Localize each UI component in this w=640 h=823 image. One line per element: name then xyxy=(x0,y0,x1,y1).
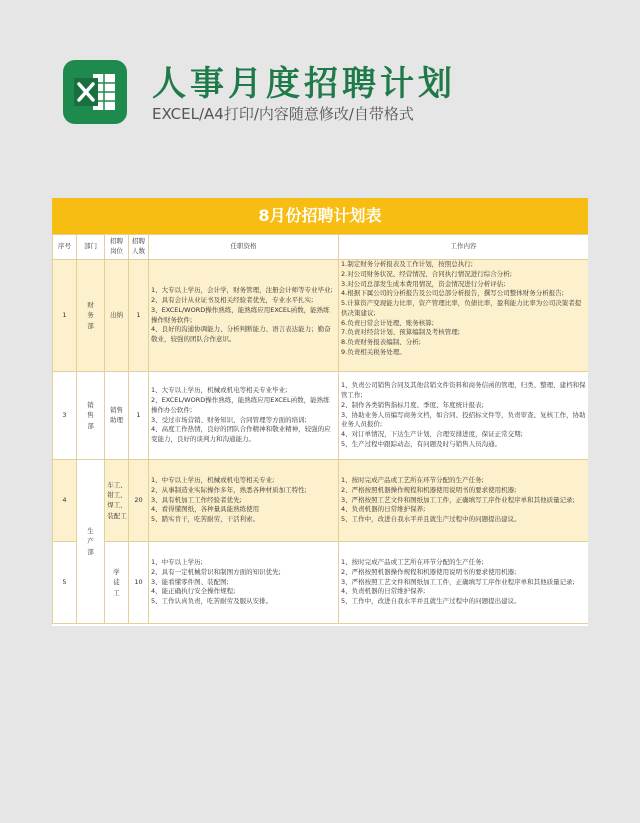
row-no: 4 xyxy=(53,460,77,542)
row-quals: 1、中专以上学历; 2、具有一定机械常识和制图方面的知识优先; 3、能看懂零件图、装配图; 4、能正确执行安全操作规程; 5、工作认真负责，吃苦耐劳及服从安排。 xyxy=(149,542,339,624)
recruitment-table xyxy=(52,234,588,624)
row-duties: 1、负责公司销售合同及其他营销文件资料和商务信函的管理，归类、整理、建档和保管工作; 2、制作各类销售指标月度、季度、年度统计报表; 3、协助业务人员编写商务文档，如合同、投招标文件等，负责审查、复核工作，协助业务人员报价; 4、对订单情况，下达生产计划，合理安排进度，保证正常交期; 5、生产过程中跟踪动态，有问题及时与销售人员沟通。 xyxy=(339,372,589,460)
row-count: 1 xyxy=(129,260,149,372)
row-count: 20 xyxy=(129,460,149,542)
col-header-post: 招聘岗位 xyxy=(105,235,129,260)
row-dept: 财务部 xyxy=(77,260,105,372)
table-row xyxy=(53,372,589,460)
recruitment-sheet xyxy=(52,198,588,626)
row-duties: 1、按时完成产品或工艺所在环节分配的生产任务; 2、严格按照机器操作规程和机器使用说明书的要求使用机器; 3、严格按照工艺文件和图纸加工工件，正确填写工序作业程序单和其他质量记录; 4、负责机器的日常维护保养; 5、工作中，改进自我水平并且就生产过程中的问题提出建议。 xyxy=(339,542,589,624)
page-title: 人事月度招聘计划 xyxy=(152,64,456,104)
row-count: 1 xyxy=(129,372,149,460)
row-quals: 1、大专以上学历，会计学，财务管理，注册会计师等专业毕业; 2、具有会计从业证书及相关经验者优先，专业水平扎实; 3、EXCEL/WORD操作熟练，能熟练应用EXCEL函数，能熟练操作财务软件; 4、良好的沟通协调能力、分析判断能力、语言表达能力；勤奋敬业，较强的团队合作意识。 xyxy=(149,260,339,372)
row-count: 10 xyxy=(129,542,149,624)
row-quals: 1、中专以上学历，机械或机电等相关专业; 2、从事制造业实际操作多年，熟悉各种材质加工特性; 3、具有机加工工作经验者优先; 4、看得懂图纸，各种量具能熟练使用 5、踏实肯干，吃苦耐劳，干活利索。 xyxy=(149,460,339,542)
table-row xyxy=(53,260,589,372)
table-row xyxy=(53,542,589,624)
col-header-dept: 部门 xyxy=(77,235,105,260)
row-duties: 1.制定财务分析报表及工作计划，按照总执行; 2.对公司财务状况、经营情况、合同执行情况进行综合分析; 3.对公司总部发生成本费用情况，资金情况进行分析评估; 4.根据下属公司的分析报告及公司总部分析报告，撰写公司整体财务分析报告; 5.计算资产变现能力比率，资产管理比率，负债比率，盈利能力比率为公司决策者提供决策建议; 6.负责日常会计处理、账务核算; 7.负责对经营计划、预算编制及考核管理; 8.负责财务报表编制、分析; 9.负责相关税务处理。 xyxy=(339,260,589,372)
row-dept: 销售部 xyxy=(77,372,105,460)
col-header-count: 招聘人数 xyxy=(129,235,149,260)
row-post: 销售助理 xyxy=(105,372,129,460)
row-dept: 生产部 xyxy=(77,460,105,624)
col-header-quals: 任职资格 xyxy=(149,235,339,260)
page-subtitle: EXCEL/A4打印/内容随意修改/自带格式 xyxy=(152,105,414,123)
row-quals: 1、大专以上学历，机械或机电等相关专业毕业; 2、EXCEL/WORD操作熟练，能熟练应用EXCEL函数，能熟练操作办公软件; 3、受过市场营销、财务知识、合同管理等方面的培训; 4、高度工作热情，良好的团队合作精神和敬业精神，较强的应变能力，良好的谈判力和沟通能力。 xyxy=(149,372,339,460)
table-row xyxy=(53,460,589,542)
row-duties: 1、按时完成产品或工艺所在环节分配的生产任务; 2、严格按照机器操作规程和机器使用说明书的要求使用机器; 3、严格按照工艺文件和图纸加工工件，正确填写工序作业程序单和其他质量记录; 4、负责机器的日常维护保养; 5、工作中，改进自我水平并且就生产过程中的问题提出建议。 xyxy=(339,460,589,542)
col-header-no: 序号 xyxy=(53,235,77,260)
sheet-title: 8月份招聘计划表 xyxy=(52,198,588,234)
row-no: 3 xyxy=(53,372,77,460)
excel-icon xyxy=(63,60,127,124)
row-post: 车工、钳工、焊工、装配工 xyxy=(105,460,129,542)
col-header-duties: 工作内容 xyxy=(339,235,589,260)
row-post: 学徒工 xyxy=(105,542,129,624)
table-header-row xyxy=(53,235,589,260)
row-no: 5 xyxy=(53,542,77,624)
row-no: 1 xyxy=(53,260,77,372)
row-post: 出纳 xyxy=(105,260,129,372)
